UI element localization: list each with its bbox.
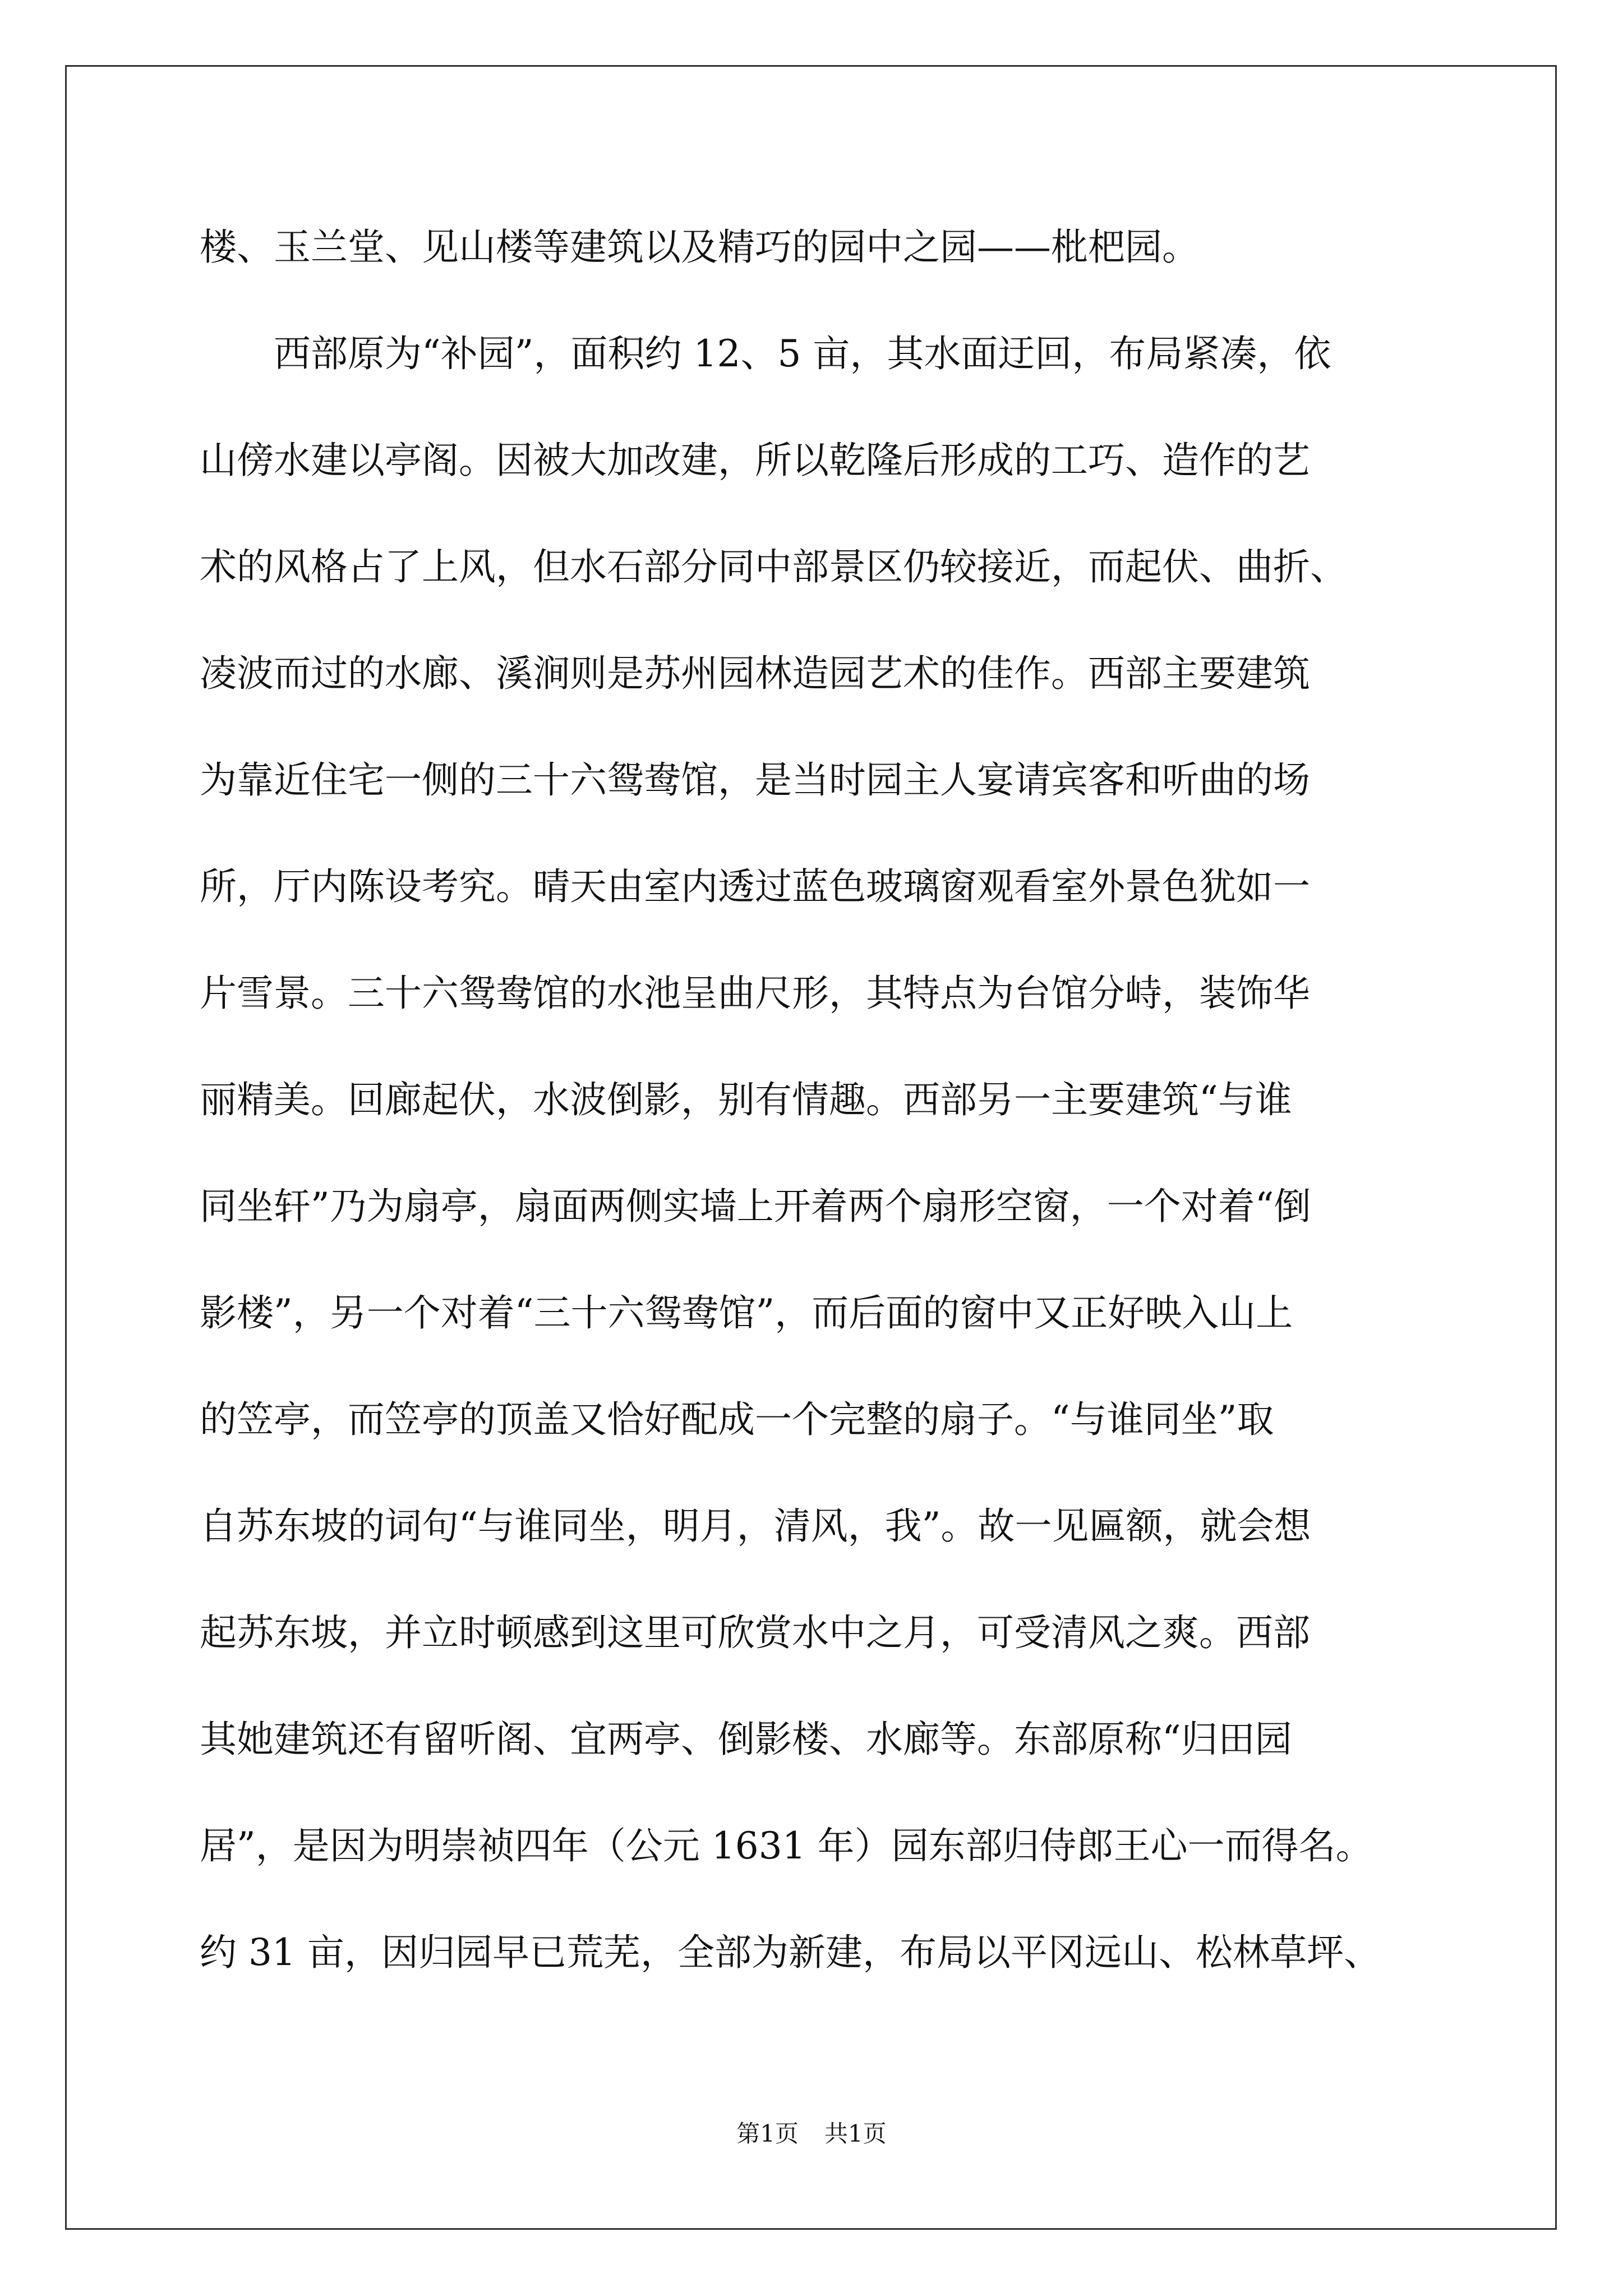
- text-line: 自苏东坡的词句“与谁同坐，明月，清风，我”。故一见匾额，就会想: [200, 1504, 1311, 1548]
- text-line: 山傍水建以亭阁。因被大加改建，所以乾隆后形成的工巧、造作的艺: [200, 439, 1310, 482]
- text-line: 其她建筑还有留听阁、宜两亭、倒影楼、水廊等。东部原称“归田园: [200, 1718, 1292, 1761]
- text-line: 为靠近住宅一侧的三十六鸳鸯馆，是当时园主人宴请宾客和听曲的场: [200, 758, 1310, 802]
- page-footer: [0, 2117, 1623, 2151]
- page-total: 共1页: [824, 2120, 887, 2147]
- text-line: 楼、玉兰堂、见山楼等建筑以及精巧的园中之园——枇杷园。: [200, 226, 1199, 269]
- text-line: 片雪景。三十六鸳鸯馆的水池呈曲尺形，其特点为台馆分峙，装饰华: [200, 972, 1310, 1015]
- text-line: 所，厅内陈设考究。晴天由室内透过蓝色玻璃窗观看室外景色犹如一: [200, 865, 1310, 908]
- text-line: 的笠亭，而笠亭的顶盖又恰好配成一个完整的扇子。“与谁同坐”取: [200, 1398, 1274, 1441]
- text-line: 居”，是因为明崇祯四年（公元 1631 年）园东部归侍郎王心一而得名。: [200, 1824, 1373, 1867]
- page-number: 第1页: [736, 2120, 799, 2147]
- text-line: 凌波而过的水廊、溪涧则是苏州园林造园艺术的佳作。西部主要建筑: [200, 652, 1310, 695]
- text-line: 起苏东坡，并立时顿感到这里可欣赏水中之月，可受清风之爽。西部: [200, 1611, 1310, 1654]
- text-line: 同坐轩”乃为扇亭，扇面两侧实墙上开着两个扇形空窗，一个对着“倒: [200, 1185, 1311, 1228]
- text-line: 丽精美。回廊起伏，水波倒影，别有情趣。西部另一主要建筑“与谁: [200, 1078, 1292, 1121]
- body-text: [200, 211, 1445, 2023]
- text-line: 影楼”，另一个对着“三十六鸳鸯馆”，而后面的窗中又正好映入山上: [200, 1291, 1293, 1335]
- text-line: 约 31 亩，因归园早已荒芜，全部为新建，布局以平冈远山、松林草坪、: [200, 1931, 1381, 1974]
- text-line: 西部原为“补园”，面积约 12、5 亩，其水面迂回，布局紧凑，依: [200, 332, 1331, 375]
- text-line: 术的风格占了上风，但水石部分同中部景区仍较接近，而起伏、曲折、: [200, 545, 1347, 588]
